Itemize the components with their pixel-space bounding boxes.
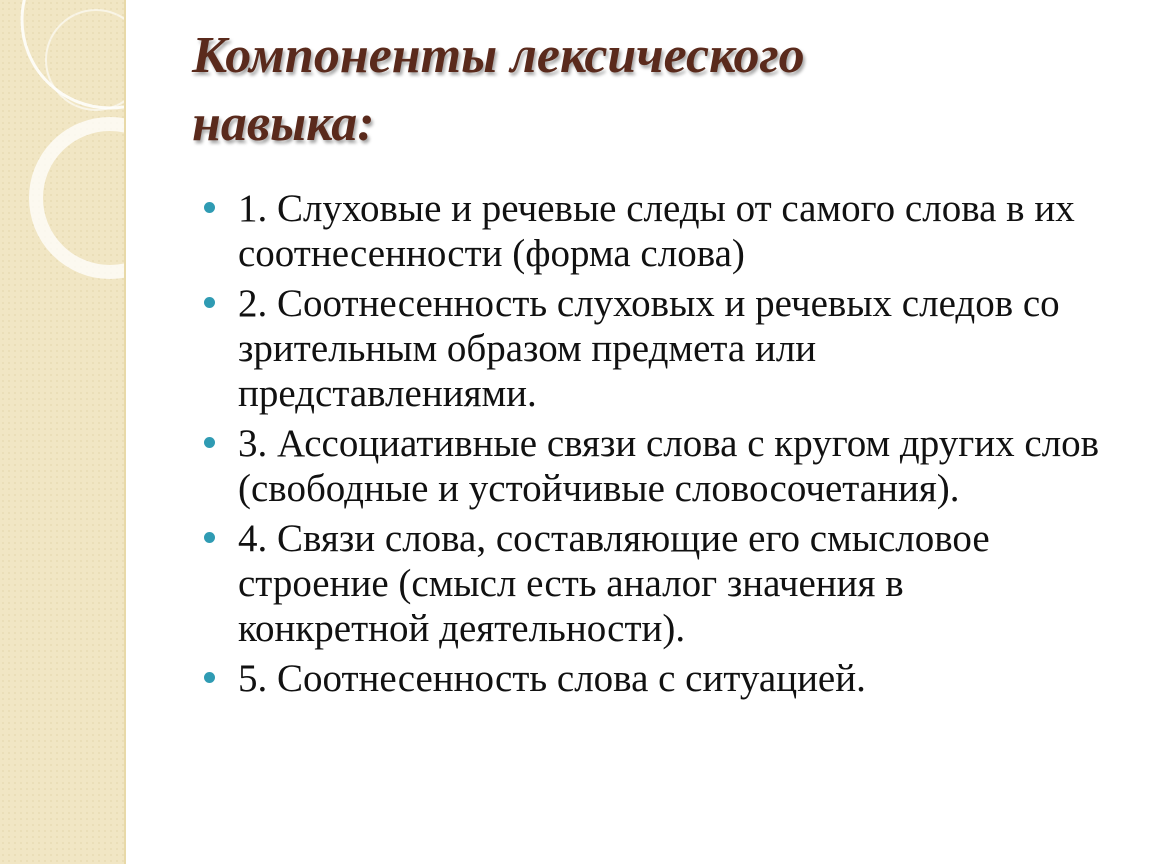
- decorative-circles: [0, 0, 124, 864]
- bullet-dot-icon: [204, 532, 215, 543]
- slide-title: [192, 22, 1092, 158]
- list-item: [204, 656, 1104, 701]
- list-item: [204, 421, 1104, 511]
- bullet-dot-icon: [204, 297, 215, 308]
- list-item-text: 3. Ассоциативные связи слова с кругом других слов (свободные и устойчивые словосочетания).: [238, 422, 1100, 510]
- list-item-text: 1. Слуховые и речевые следы от самого слова в их соотнесенности (форма слова): [238, 187, 1075, 275]
- slide-title-line-2: навыка:: [192, 95, 375, 152]
- list-item: [204, 186, 1104, 276]
- slide-title-line-1: Компоненты лексического: [192, 27, 805, 84]
- list-item: [204, 281, 1104, 416]
- bullet-dot-icon: [204, 437, 215, 448]
- bullet-dot-icon: [204, 202, 215, 213]
- list-item-text: 5. Соотнесенность слова с ситуацией.: [238, 657, 866, 700]
- bullet-dot-icon: [204, 672, 215, 683]
- decorative-side-strip: [0, 0, 126, 864]
- list-item: [204, 516, 1104, 651]
- bullet-list: [204, 186, 1104, 706]
- list-item-text: 4. Связи слова, составляющие его смысловое строение (смысл есть аналог значения в конкретной деятельности).: [238, 517, 990, 650]
- list-item-text: 2. Соотнесенность слуховых и речевых следов со зрительным образом предмета или представлениями.: [238, 282, 1060, 415]
